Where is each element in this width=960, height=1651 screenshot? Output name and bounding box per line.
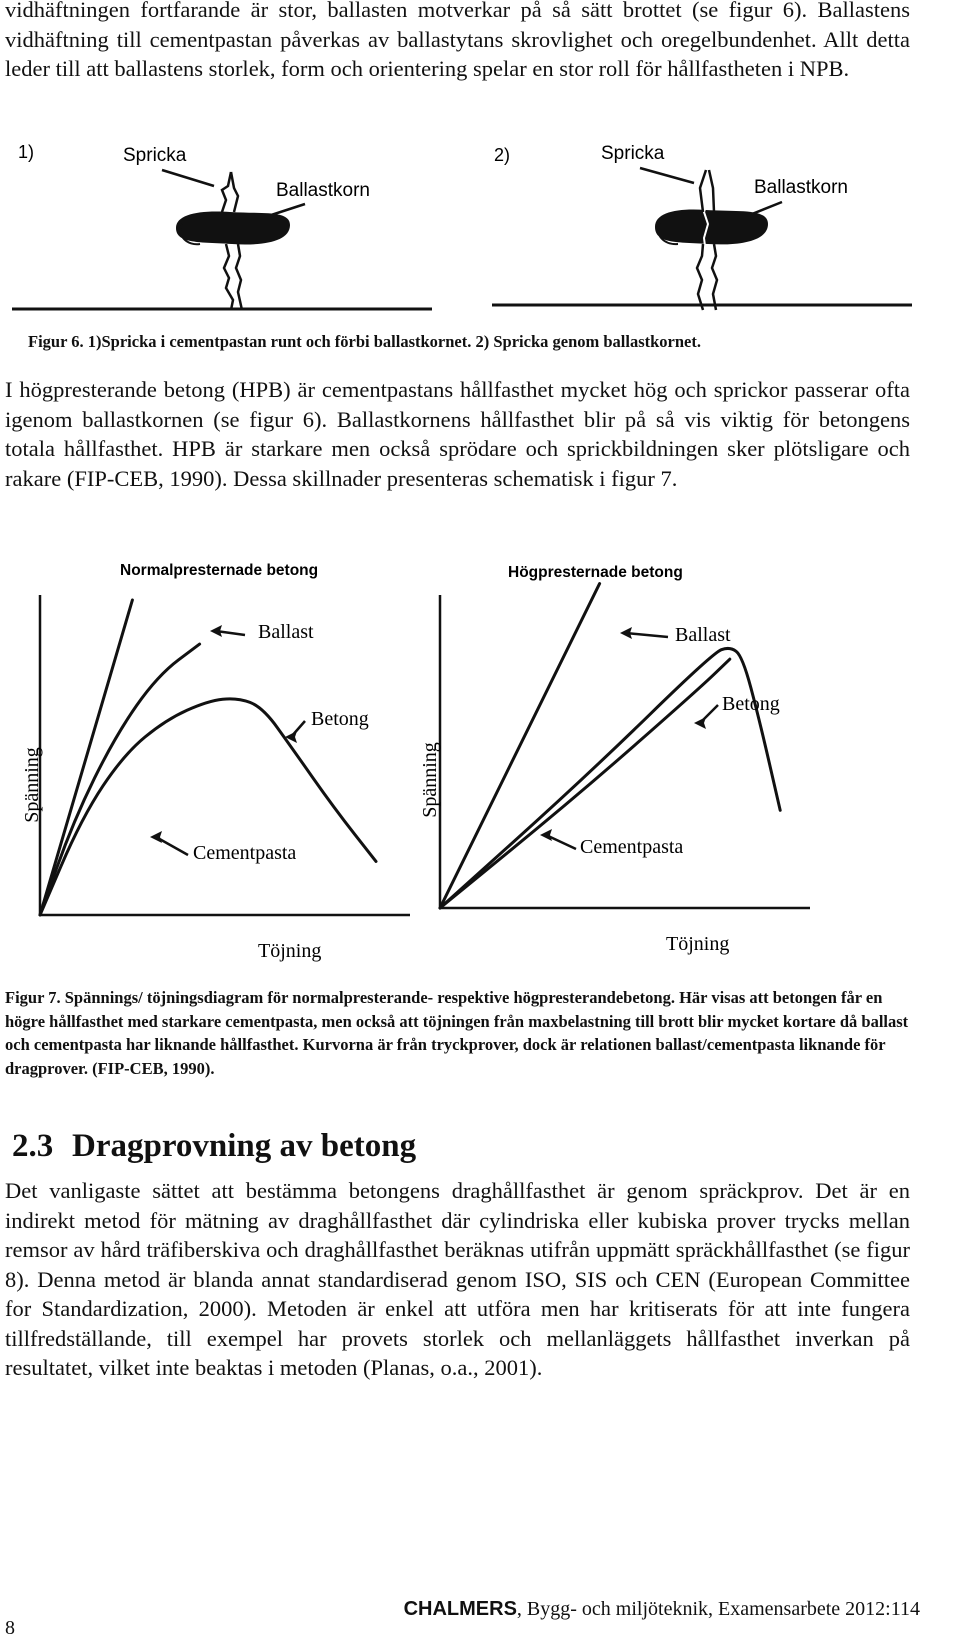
panel-2-aggregate-grain: [655, 210, 768, 245]
chart-title: Högpresternade betong: [508, 564, 683, 581]
page-number: 8: [5, 1617, 15, 1639]
hpb-paragraph: I högpresterande betong (HPB) är cementpastans hållfasthet mycket hög och sprickor passerar ofta igenom ballastkornen (se figur 6). Ballastkornens hållfasthet blir på så vis viktig för betongens totala hållfasthet. HPB är starkare men också sprödare och sprickbildningen sker plötsligare och rakare (FIP-CEB, 1990). Dessa skillnader presenteras schematisk i figur 7.: [5, 377, 910, 491]
x-axis-label: Töjning: [258, 940, 322, 962]
figure-6-caption-text: 1)Spricka i cementpastan runt och förbi ballastkornet. 2) Spricka genom ballastkornet.: [87, 332, 702, 351]
footer-institution: CHALMERS: [403, 1598, 517, 1620]
series-line-cementpasta: [40, 644, 200, 915]
series-arrow-ballast: [626, 633, 668, 637]
figure-6-caption: [28, 330, 908, 354]
series-line-betong: [40, 699, 376, 915]
figure-7-stress-strain-diagrams: [0, 555, 960, 975]
series-label-cementpasta: Cementpasta: [580, 836, 684, 858]
series-arrowhead-cementpasta: [540, 829, 552, 841]
panel-1-crack-arrow: [162, 170, 214, 186]
y-axis-label: Spänning: [21, 747, 43, 823]
section-heading: [12, 1126, 416, 1166]
series-label-cementpasta: Cementpasta: [193, 842, 297, 864]
section-number: 2.3: [12, 1128, 54, 1164]
figure-6-caption-label: Figur 6.: [28, 332, 84, 351]
footer-text: , Bygg- och miljöteknik, Examensarbete 2012:114: [516, 1598, 920, 1620]
section-title: Dragprovning av betong: [72, 1128, 417, 1164]
chart-high-strength-concrete: [419, 564, 810, 955]
series-line-ballast: [440, 584, 600, 908]
panel-1-crack-label: Spricka: [123, 145, 187, 166]
panel-2-aggregate-label: Ballastkorn: [754, 177, 848, 198]
series-line-betong: [440, 648, 780, 908]
panel-1-aggregate-label: Ballastkorn: [276, 180, 370, 201]
panel-2-crack-arrow: [640, 168, 694, 183]
page-footer: [404, 1598, 920, 1621]
x-axis-label: Töjning: [666, 933, 730, 955]
series-arrowhead-cementpasta: [150, 831, 162, 843]
series-label-betong: Betong: [311, 708, 369, 730]
panel-2-crack-label: Spricka: [601, 143, 665, 164]
figure-7-caption-label: Figur 7.: [5, 988, 61, 1007]
series-arrowhead-betong: [694, 717, 706, 729]
series-label-betong: Betong: [722, 693, 780, 715]
chart-title: Normalpresternade betong: [120, 562, 319, 579]
series-line-ballast: [40, 600, 132, 915]
intro-paragraph: vidhäftningen fortfarande är stor, ballasten motverkar på så sätt brottet (se figur 6). Ballastens vidhäftning till cementpastan påverkas av ballastytans skrovlighet och oregelbundenhet. Allt detta leder till att ballastens storlek, form och orientering spelar en stor roll för hållfastheten i NPB.: [5, 0, 910, 81]
figure-7-caption: [5, 986, 910, 1080]
figure-6-crack-illustration: [0, 128, 960, 318]
series-label-ballast: Ballast: [258, 621, 314, 643]
figure-6-panel-1: [12, 142, 432, 310]
chart-normal-strength-concrete: [21, 562, 410, 962]
panel-1-aggregate-grain: [176, 212, 290, 245]
panel-1-number: 1): [18, 142, 35, 162]
y-axis-label: Spänning: [419, 742, 441, 818]
figure-7-caption-text: Spännings/ töjningsdiagram för normalpresterande- respektive högpresterandebetong. Här visas att betongen får en högre hållfasthet med starkare cementpasta, men också att töjningen från maxbelastning till brott blir mycket kortare då ballast och cementpasta har liknande hållfasthet. Kurvorna är från tryckprover, dock är relationen ballast/cementpasta liknande för dragprover. (FIP-CEB, 1990).: [5, 988, 909, 1078]
section-paragraph: Det vanligaste sättet att bestämma betongens draghållfasthet är genom spräckprov. Det är en indirekt metod för mätning av draghållfasthet där cylindriska eller kubiska prover trycks mellan remsor av hård träfiberskiva och draghållfasthet beräknas utifrån uppmätt spräckhållfasthet (se figur 8). Denna metod är blanda annat standardiserad genom ISO, SIS och CEN (European Committee for Standardization, 2000). Metoden är enkel att utföra men har kritiserats för att inte fungera tillfredställande, till exempel har provets storlek och mellanläggets hållfasthet inverkan på resultatet, vilket inte beaktas i metoden (Planas, o.a., 2001).: [5, 1178, 910, 1380]
series-label-ballast: Ballast: [675, 624, 731, 646]
series-line-cementpasta: [440, 659, 730, 908]
figure-6-panel-2: [492, 143, 912, 310]
panel-2-number: 2): [494, 145, 511, 165]
